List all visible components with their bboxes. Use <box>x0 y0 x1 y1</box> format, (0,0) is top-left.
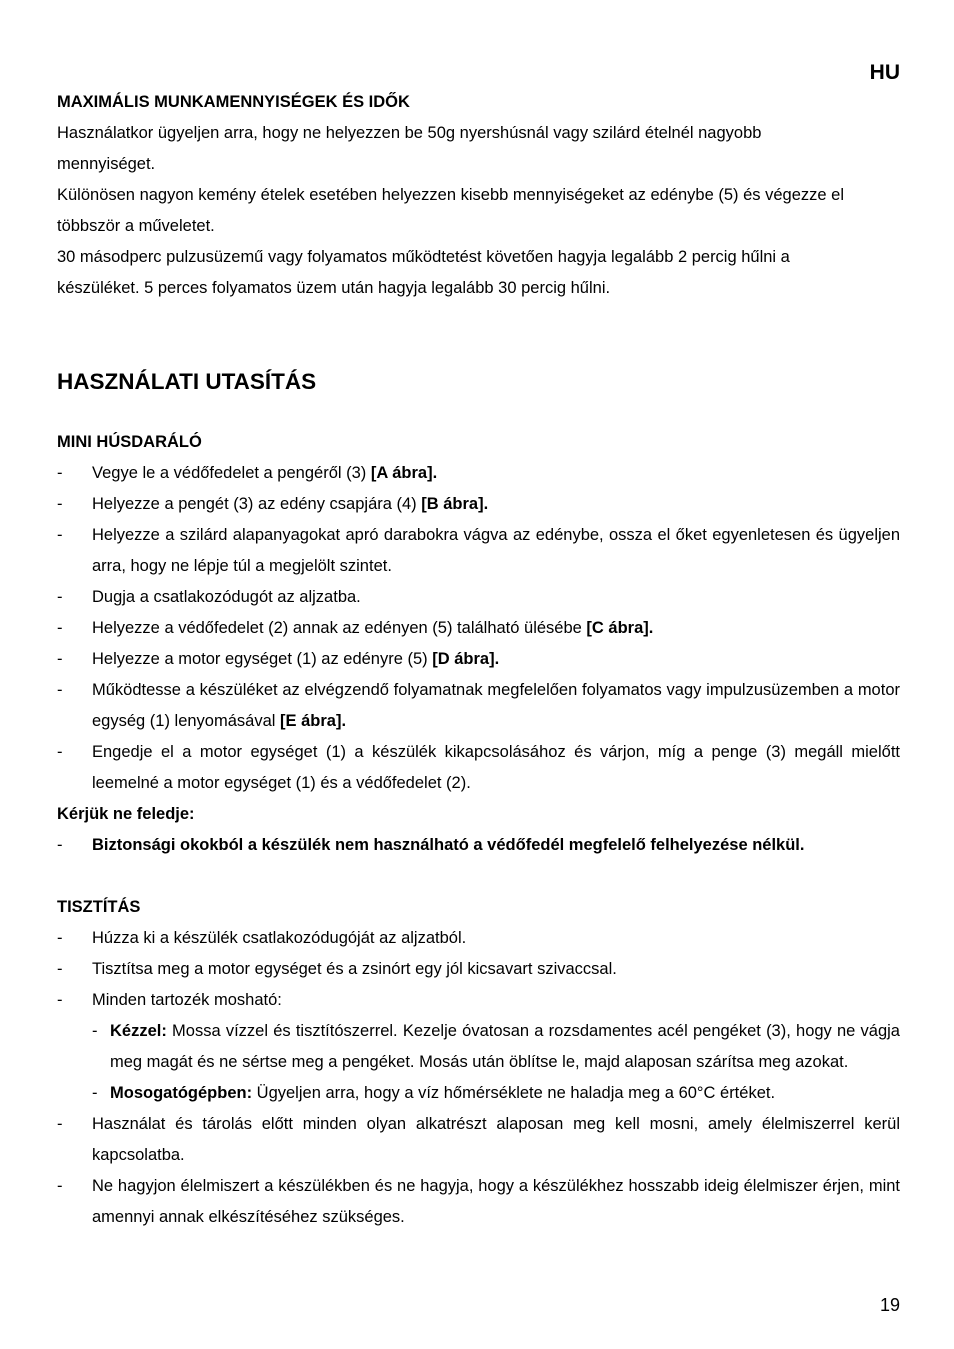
clean-steps-list <box>57 923 900 1233</box>
sub-list-item: - Mosogatógépben: Ügyeljen arra, hogy a víz hőmérséklete ne haladja meg a 60°C értéket. <box>92 1078 900 1109</box>
max-line-5: 30 másodperc pulzusüzemű vagy folyamatos működtetést követően hagyja legalább 2 percig hűlni a <box>57 248 790 266</box>
list-item: - Minden tartozék mosható: - Kézzel: Mossa vízzel és tisztítószerrel. Kezelje óvatosan a rozsdamentes acél pengéket (3), hogy ne vágja meg magát és ne sértse meg a pengéket. Mosás után öblítse le, majd alaposan szárítsa meg azokat. - Mosogatógépben: Ügyeljen arra, hogy a víz hőmérséklete ne haladja meg a 60°C értéket. <box>57 985 900 1109</box>
language-code: HU <box>869 61 900 84</box>
dash-bullet: - <box>57 929 63 947</box>
list-item: - Vegye le a védőfedelet a pengéről (3) [A ábra]. <box>57 458 900 489</box>
max-line-2: mennyiséget. <box>57 155 156 173</box>
dash-bullet: - <box>57 588 63 606</box>
max-section-title: MAXIMÁLIS MUNKAMENNYISÉGEK ÉS IDŐK <box>57 93 410 111</box>
max-line-1: Használatkor ügyeljen arra, hogy ne helyezzen be 50g nyershúsnál vagy szilárd ételnél nagyobb <box>57 124 762 142</box>
page-number: 19 <box>879 1295 900 1315</box>
dash-bullet: - <box>92 1084 98 1102</box>
dash-bullet: - <box>57 495 63 513</box>
dash-bullet: - <box>57 1177 63 1195</box>
sub-list-item: - Kézzel: Mossa vízzel és tisztítószerrel. Kezelje óvatosan a rozsdamentes acél pengéket (3), hogy ne vágja meg magát és ne sértse meg a pengéket. Mosás után öblítse le, majd alaposan szárítsa meg azokat. <box>92 1016 900 1078</box>
note-list <box>57 830 900 861</box>
max-line-3: Különösen nagyon kemény ételek esetében helyezzen kisebb mennyiségeket az edénybe (5) és végezze el <box>57 186 845 204</box>
list-item: - Dugja a csatlakozódugót az aljzatba. <box>57 582 900 613</box>
list-item: - Húzza ki a készülék csatlakozódugóját az aljzatból. <box>57 923 900 954</box>
dash-bullet: - <box>57 681 63 699</box>
list-item: - Tisztítsa meg a motor egységet és a zsinórt egy jól kicsavart szivaccsal. <box>57 954 900 985</box>
dash-bullet: - <box>57 464 63 482</box>
washing-methods-list <box>92 1016 900 1109</box>
dash-bullet: - <box>92 1022 98 1040</box>
mini-section <box>57 427 900 861</box>
mini-steps-list <box>57 458 900 799</box>
list-item: - Helyezze a motor egységet (1) az edényre (5) [D ábra]. <box>57 644 900 675</box>
dash-bullet: - <box>57 743 63 761</box>
max-line-4: többször a műveletet. <box>57 217 215 235</box>
list-item: - Használat és tárolás előtt minden olyan alkatrészt alaposan meg kell mosni, amely élelmiszerrel kerül kapcsolatba. <box>57 1109 900 1171</box>
list-item: - Működtesse a készüléket az elvégzendő folyamatnak megfelelően folyamatos vagy impulzusüzemben a motor egység (1) lenyomásával [E ábra]. <box>57 675 900 737</box>
dash-bullet: - <box>57 960 63 978</box>
document-page <box>57 0 900 1349</box>
clean-section <box>57 892 900 1233</box>
mini-section-title: MINI HÚSDARÁLÓ <box>57 433 202 451</box>
dash-bullet: - <box>57 1115 63 1133</box>
dash-bullet: - <box>57 991 63 1009</box>
note-title: Kérjük ne feledje: <box>57 805 195 823</box>
clean-section-title: TISZTÍTÁS <box>57 898 141 916</box>
safety-note: Biztonsági okokból a készülék nem használható a védőfedél megfelelő felhelyezése nélkül. <box>92 836 805 854</box>
dash-bullet: - <box>57 526 63 544</box>
list-item: - Engedje el a motor egységet (1) a készülék kikapcsolásához és várjon, míg a penge (3) megáll mielőtt leemelné a motor egységet (1) és a védőfedelet (2). <box>57 737 900 799</box>
list-item: - Ne hagyjon élelmiszert a készülékben és ne hagyja, hogy a készülékhez hosszabb ideig élelmiszer érjen, mint amennyi annak elkészítéséhez szükséges. <box>57 1171 900 1233</box>
usage-heading-block <box>57 366 900 397</box>
max-line-6: készüléket. 5 perces folyamatos üzem után hagyja legalább 30 percig hűlni. <box>57 279 611 297</box>
list-item <box>57 830 900 861</box>
list-item: - Helyezze a szilárd alapanyagokat apró darabokra vágva az edénybe, ossza el őket egyenletesen és ügyeljen arra, hogy ne lépje túl a megjelölt szintet. <box>57 520 900 582</box>
dash-bullet: - <box>57 619 63 637</box>
list-item: - Helyezze a pengét (3) az edény csapjára (4) [B ábra]. <box>57 489 900 520</box>
usage-title: HASZNÁLATI UTASÍTÁS <box>57 369 317 394</box>
dash-bullet: - <box>57 836 63 854</box>
max-section <box>57 87 900 304</box>
dash-bullet: - <box>57 650 63 668</box>
list-item: - Helyezze a védőfedelet (2) annak az edényen (5) található ülésébe [C ábra]. <box>57 613 900 644</box>
